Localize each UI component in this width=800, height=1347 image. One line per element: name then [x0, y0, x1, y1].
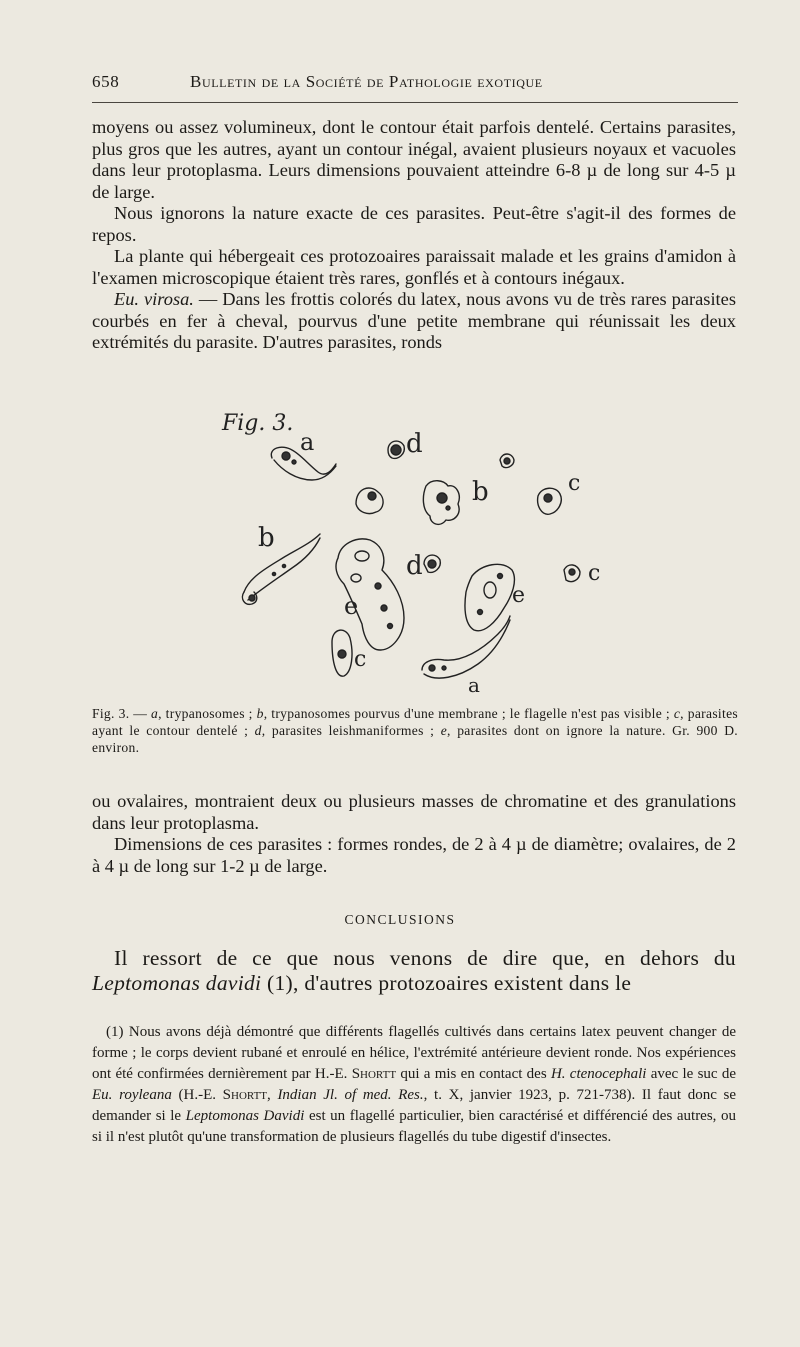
label-e-center: e [344, 592, 359, 620]
parasite-dot-right [500, 454, 514, 468]
label-c-right: c [568, 471, 581, 496]
paragraph-continuation: moyens ou assez volumineux, dont le contour était parfois dentelé. Certains parasites, plus gros que les autres, ayant un contour inégal, avaient plusieurs noyaux et vacuoles dans leur protoplasma. Leurs dimensions pouvaient atteindre 6-8 µ de long sur 4-5 µ de large. [92, 117, 736, 202]
parasite-a-bottom [422, 616, 510, 678]
header-rule [92, 102, 738, 103]
label-d-top: d [406, 429, 423, 459]
footnote: (1) Nous avons déjà démontré que différents flagellés cultivés dans certains latex peuvent changer de forme ; le corps devient rubané et enroulé en hélice, l'extrémité antérieure devient ronde. Nos expériences ont été confirmées dernièrement par H.-E. Shortt qui a mis en contact des H. ctenocephali avec le suc de Eu. royleana (H.-E. Shortt, Indian Jl. of med. Res., t. X, janvier 1923, p. 721-738). Il faut donc se demander si le Leptomonas Davidi est un flagellé particulier, bien caractérisé et différencié des autres, ou si il n'est plutôt qu'une transformation de plusieurs flagellés du tube digestif d'insectes. [92, 1024, 737, 1145]
running-title: Bulletin de la Société de Pathologie exotique [190, 72, 543, 91]
species-name: Eu. virosa. [114, 289, 194, 309]
label-c-bottom: c [354, 647, 367, 672]
paragraph-plant: La plante qui hébergeait ces protozoaires paraissait malade et les grains d'amidon à l'examen microscopique étaient très rares, gonflés et à contours inégaux. [92, 246, 736, 288]
figure-caption: Fig. 3. — a, trypanosomes ; b, trypanosomes pourvus d'une membrane ; le flagelle n'est pas visible ; c, parasites ayant le contour dentelé ; d, parasites leishmaniformes ; e, parasites dont on ignore la nature. Gr. 900 D. environ. [92, 706, 739, 755]
conclusion-text: Il ressort de ce que nous venons de dire que, en dehors du Leptomonas davidi (1), d'autres protozoaires existent dans le [92, 946, 736, 995]
page-number: 658 [92, 72, 120, 91]
label-a-bottom: a [468, 673, 480, 695]
paragraph-virosa: Eu. virosa. — Dans les frottis colorés du latex, nous avons vu de très rares parasites courbés en fer à cheval, pourvus d'une petite membrane qui réunissait les deux extrémités du parasite. D'autres parasites, ronds [92, 289, 736, 352]
parasite-d-top [388, 441, 404, 458]
parasite-c-right [538, 488, 562, 514]
paragraph-dimensions: Dimensions de ces parasites : formes rondes, de 2 à 4 µ de diamètre; ovalaires, de 2 à 4 µ de long sur 1-2 µ de large. [92, 834, 736, 876]
parasite-e-right [465, 564, 514, 630]
label-b-middle: b [472, 477, 489, 507]
label-a-top: a [300, 428, 315, 456]
parasite-c-far-right [564, 565, 580, 582]
parasite-c-bottom [332, 630, 352, 676]
section-title-conclusions: CONCLUSIONS [344, 912, 456, 927]
running-header [92, 72, 738, 98]
parasite-b-middle [423, 481, 459, 525]
figure-handwritten-label: Fig. 3. [222, 411, 294, 436]
figure-3-drawing [200, 400, 620, 695]
label-b-left: b [258, 523, 275, 553]
species-leptomonas: Leptomonas davidi [92, 971, 262, 995]
paragraph-oval: ou ovalaires, montraient deux ou plusieurs masses de chromatine et des granulations dans leur protoplasma. [92, 791, 736, 833]
label-d-middle: d [406, 551, 423, 581]
label-c-far-right: c [588, 561, 601, 586]
label-e-right: e [512, 583, 526, 608]
parasite-d-middle [424, 555, 440, 572]
paragraph-nature: Nous ignorons la nature exacte de ces parasites. Peut-être s'agit-il des formes de repos. [92, 203, 736, 245]
middle-text-block [92, 791, 736, 877]
parasite-c-left [356, 488, 383, 514]
top-text-block [92, 117, 736, 354]
parasite-b-left [242, 534, 320, 604]
